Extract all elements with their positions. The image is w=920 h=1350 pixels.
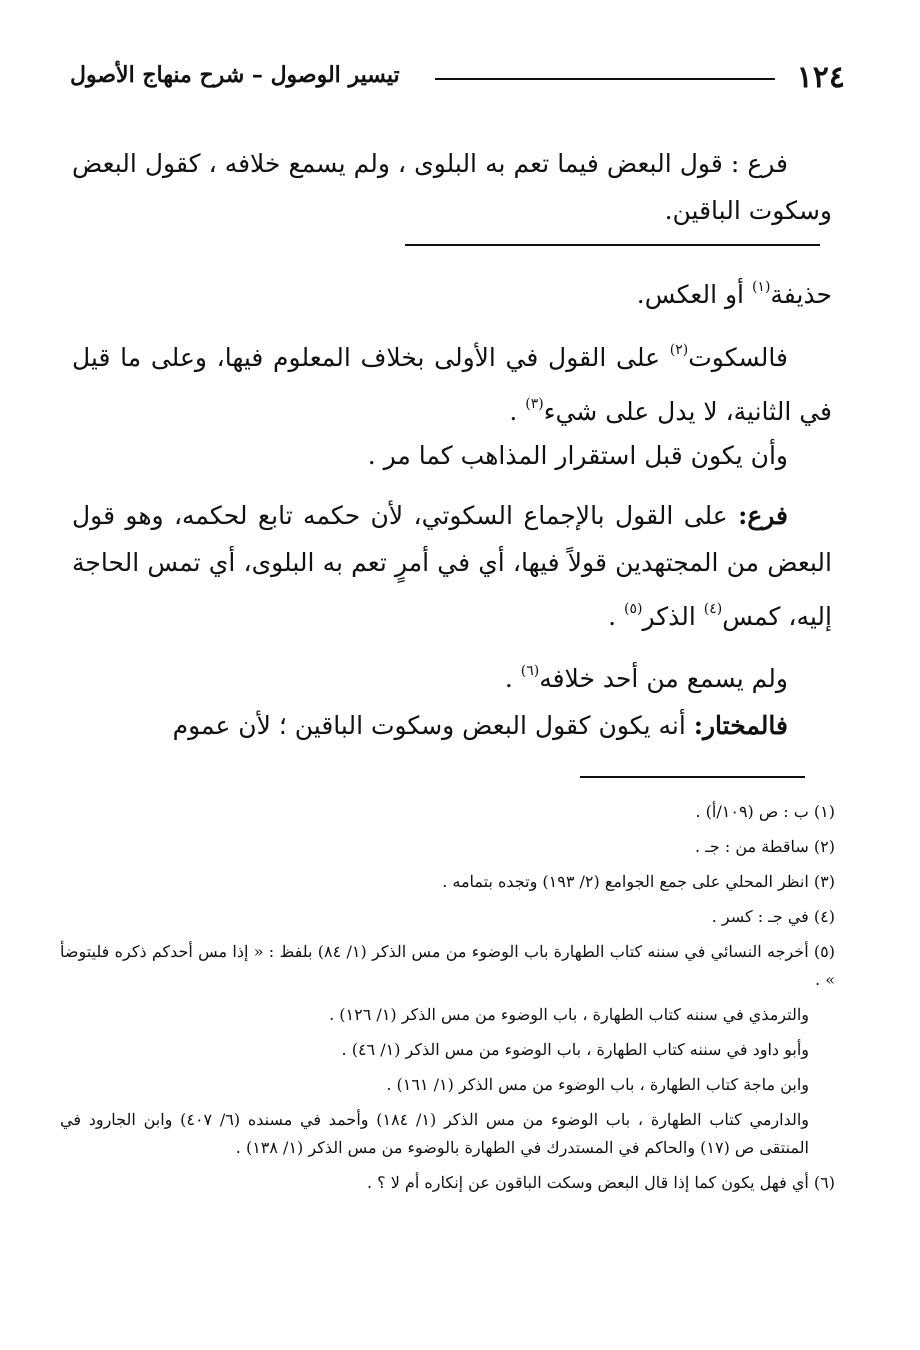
footnote-item: (٢) ساقطة من : جـ .: [695, 837, 835, 856]
body-text: فالسكوت: [688, 343, 788, 372]
matn-text: فرع : قول البعض فيما تعم به البلوى ، ولم يسمع خلافه ، كقول البعض وسكوت الباقين.: [72, 149, 832, 225]
footnotes: [60, 798, 835, 1204]
body-text: .: [608, 602, 624, 631]
footnote-item: وابن ماجة كتاب الطهارة ، باب الوضوء من مس الذكر (١/ ١٦١) .: [386, 1075, 809, 1094]
body-text: الذكر: [642, 602, 704, 631]
footnote-divider: [580, 776, 805, 778]
body-text: على القول في الأولى بخلاف المعلوم فيها، وعلى ما قيل في الثانية، لا يدل على شيء: [72, 343, 832, 426]
body-text: حذيفة: [770, 280, 832, 309]
footnote-ref: (٤): [703, 601, 723, 617]
footnote-item: (٦) أي فهل يكون كما إذا قال البعض وسكت الباقون عن إنكاره أم لا ؟ .: [366, 1173, 835, 1192]
body-paragraph-3: وأن يكون قبل استقرار المذاهب كما مر .: [367, 441, 788, 470]
footnote-item: وأبو داود في سننه كتاب الطهارة ، باب الوضوء من مس الذكر (١/ ٤٦) .: [341, 1040, 809, 1059]
footnote-ref: (١): [751, 279, 771, 295]
page-number: ١٢٤: [796, 60, 845, 95]
body-text: على القول بالإجماع السكوتي، لأن حكمه تابع لحكمه، وهو قول البعض من المجتهدين قولاً فيها، أي في أمرٍ تعم به البلوى، أي تمس الحاجة إليه، كمس: [72, 501, 832, 631]
body-text: .: [504, 664, 521, 693]
body-text: أنه يكون كقول البعض وسكوت الباقين ؛ لأن عموم: [172, 711, 694, 740]
matn-divider: [405, 244, 820, 246]
header-divider: [435, 78, 775, 80]
footnote-item: (٥) أخرجه النسائي في سننه كتاب الطهارة باب الوضوء من مس الذكر (١/ ٨٤) بلفظ : « إذا مس أحدكم ذكره فليتوضأ » .: [60, 942, 836, 989]
section-label: فرع:: [738, 501, 788, 530]
footnote-ref: (٢): [669, 342, 689, 358]
footnote-item: والترمذي في سننه كتاب الطهارة ، باب الوضوء من مس الذكر (١/ ١٢٦) .: [329, 1005, 809, 1024]
body-paragraph-6: [72, 702, 832, 749]
footnote-item: والدارمي كتاب الطهارة ، باب الوضوء من مس الذكر (١/ ١٨٤) وأحمد في مسنده (٦/ ٤٠٧) وابن الجارود في المنتقى ص (١٧) والحاكم في المستدرك في الطهارة بالوضوء من مس الذكر (١/ ١٣٨) .: [60, 1110, 810, 1157]
body-paragraph-2: [72, 327, 832, 435]
running-title: تيسير الوصول – شرح منهاج الأصول: [70, 62, 400, 88]
section-label: فالمختار:: [693, 711, 788, 740]
body-text: ولم يسمع من أحد خلافه: [539, 664, 788, 693]
body-paragraph-1: [72, 264, 832, 318]
footnote-item: (٤) في جـ : كسر .: [711, 907, 835, 926]
footnote-ref: (٥): [623, 601, 643, 617]
body-text: أو العكس.: [636, 280, 752, 309]
footnote-ref: (٦): [520, 663, 540, 679]
body-text: .: [509, 397, 526, 426]
body-paragraph-4: [72, 492, 832, 640]
footnote-item: (٣) انظر المحلي على جمع الجوامع (٢/ ١٩٣) وتجده بتمامه .: [442, 872, 835, 891]
body-paragraph-5: [72, 648, 832, 702]
footnote-ref: (٣): [525, 396, 544, 412]
footnote-item: (١) ب : ص (١٠٩/أ) .: [695, 802, 835, 821]
page-header: [70, 60, 845, 100]
